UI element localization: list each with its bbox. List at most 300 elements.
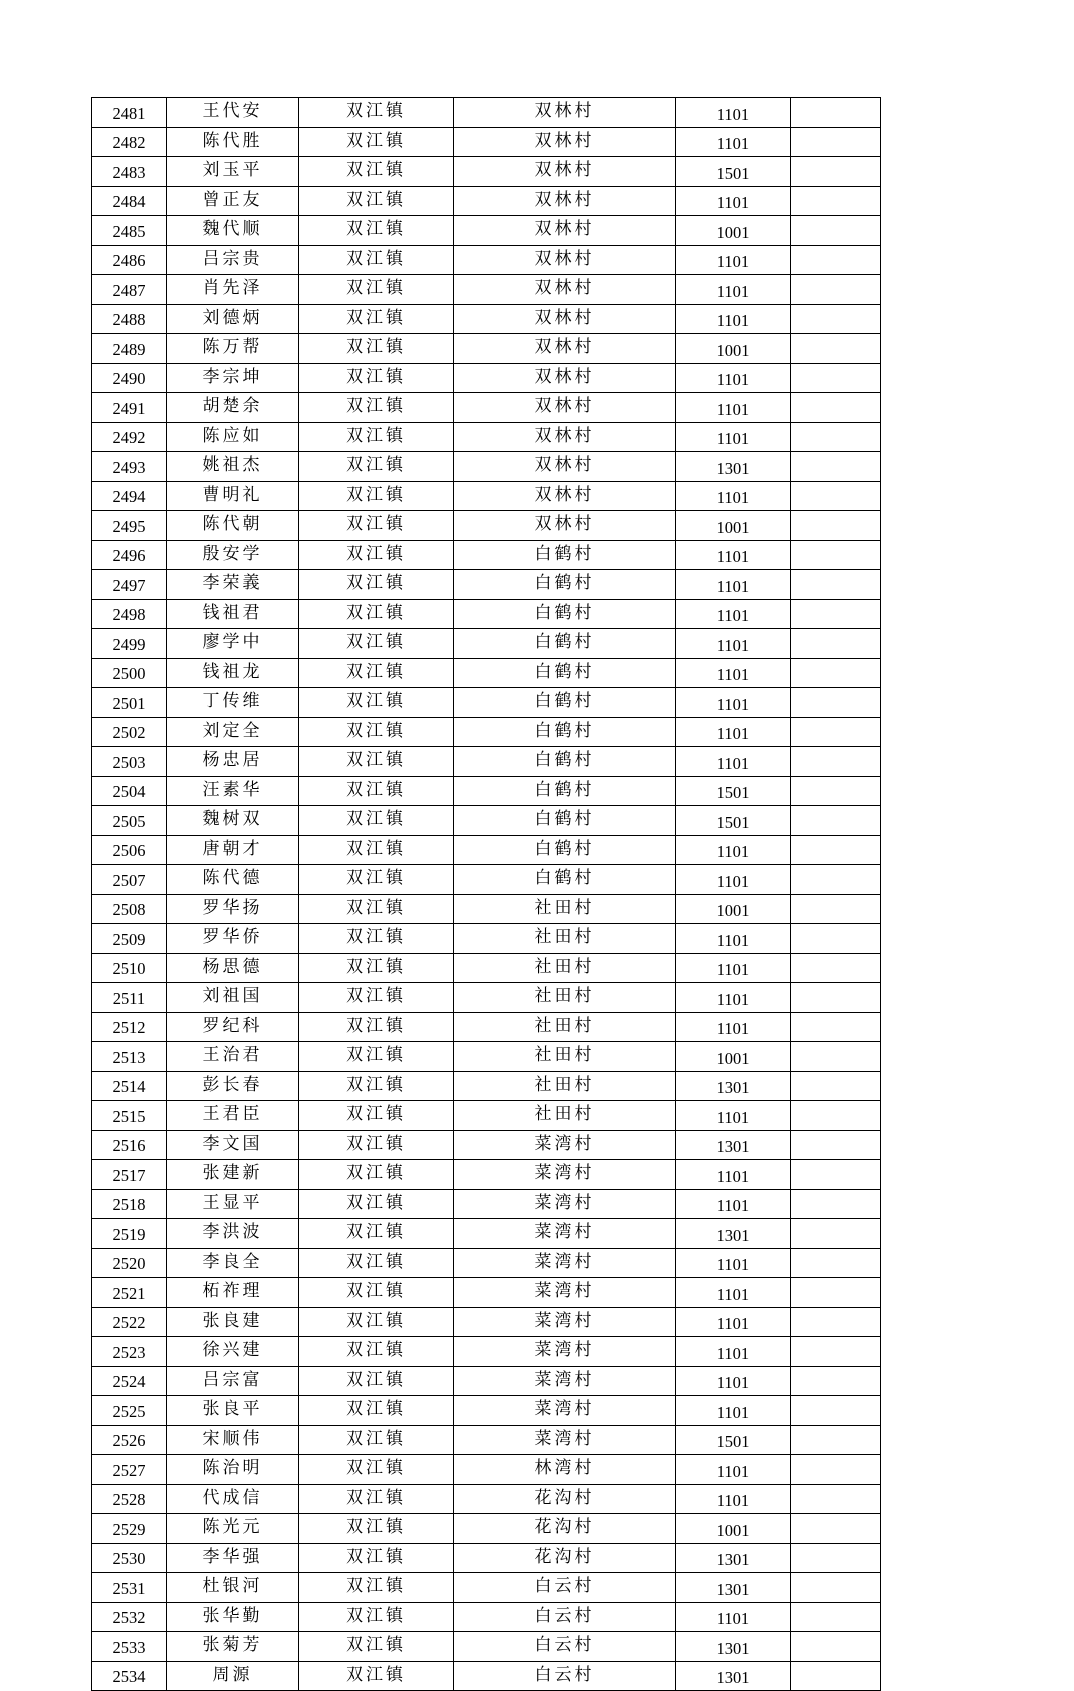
person-name-cell: 刘祖国 <box>167 983 299 1013</box>
table-row <box>92 481 881 511</box>
person-name-cell: 姚祖杰 <box>167 452 299 482</box>
town-cell: 双江镇 <box>299 658 454 688</box>
person-name-cell: 魏代顺 <box>167 216 299 246</box>
person-name-cell: 王显平 <box>167 1189 299 1219</box>
village-cell: 白鹤村 <box>454 599 676 629</box>
remark-cell <box>791 1514 881 1544</box>
village-cell: 菜湾村 <box>454 1396 676 1426</box>
remark-cell <box>791 452 881 482</box>
person-name-cell: 李文国 <box>167 1130 299 1160</box>
village-cell: 双林村 <box>454 245 676 275</box>
serial-number-cell: 2482 <box>92 127 167 157</box>
remark-cell <box>791 983 881 1013</box>
table-row <box>92 275 881 305</box>
serial-number-cell: 2484 <box>92 186 167 216</box>
code-cell: 1101 <box>676 629 791 659</box>
table-row <box>92 835 881 865</box>
town-cell: 双江镇 <box>299 1042 454 1072</box>
serial-number-cell: 2488 <box>92 304 167 334</box>
town-cell: 双江镇 <box>299 1130 454 1160</box>
town-cell: 双江镇 <box>299 186 454 216</box>
code-cell: 1101 <box>676 245 791 275</box>
remark-cell <box>791 1101 881 1131</box>
code-cell: 1101 <box>676 835 791 865</box>
remark-cell <box>791 570 881 600</box>
code-cell: 1101 <box>676 1484 791 1514</box>
serial-number-cell: 2529 <box>92 1514 167 1544</box>
town-cell: 双江镇 <box>299 334 454 364</box>
village-cell: 双林村 <box>454 275 676 305</box>
remark-cell <box>791 806 881 836</box>
serial-number-cell: 2509 <box>92 924 167 954</box>
table-row <box>92 1425 881 1455</box>
table-row <box>92 540 881 570</box>
code-cell: 1101 <box>676 1455 791 1485</box>
person-name-cell: 吕宗富 <box>167 1366 299 1396</box>
remark-cell <box>791 304 881 334</box>
code-cell: 1001 <box>676 511 791 541</box>
code-cell: 1301 <box>676 1071 791 1101</box>
person-name-cell: 周源 <box>167 1661 299 1691</box>
table-row <box>92 216 881 246</box>
remark-cell <box>791 776 881 806</box>
person-name-cell: 李华强 <box>167 1543 299 1573</box>
village-cell: 白鹤村 <box>454 717 676 747</box>
village-cell: 双林村 <box>454 393 676 423</box>
village-cell: 白鹤村 <box>454 776 676 806</box>
person-name-cell: 李荣義 <box>167 570 299 600</box>
village-cell: 花沟村 <box>454 1514 676 1544</box>
person-name-cell: 肖先泽 <box>167 275 299 305</box>
village-cell: 白鹤村 <box>454 865 676 895</box>
town-cell: 双江镇 <box>299 953 454 983</box>
person-name-cell: 徐兴建 <box>167 1337 299 1367</box>
remark-cell <box>791 275 881 305</box>
remark-cell <box>791 1189 881 1219</box>
remark-cell <box>791 1042 881 1072</box>
person-name-cell: 刘德炳 <box>167 304 299 334</box>
town-cell: 双江镇 <box>299 98 454 128</box>
town-cell: 双江镇 <box>299 570 454 600</box>
village-cell: 菜湾村 <box>454 1278 676 1308</box>
serial-number-cell: 2491 <box>92 393 167 423</box>
town-cell: 双江镇 <box>299 806 454 836</box>
table-row <box>92 304 881 334</box>
serial-number-cell: 2502 <box>92 717 167 747</box>
village-cell: 社田村 <box>454 924 676 954</box>
town-cell: 双江镇 <box>299 1219 454 1249</box>
serial-number-cell: 2515 <box>92 1101 167 1131</box>
town-cell: 双江镇 <box>299 157 454 187</box>
person-name-cell: 王君臣 <box>167 1101 299 1131</box>
table-row <box>92 334 881 364</box>
town-cell: 双江镇 <box>299 304 454 334</box>
serial-number-cell: 2493 <box>92 452 167 482</box>
remark-cell <box>791 1071 881 1101</box>
code-cell: 1101 <box>676 717 791 747</box>
serial-number-cell: 2499 <box>92 629 167 659</box>
remark-cell <box>791 1160 881 1190</box>
serial-number-cell: 2513 <box>92 1042 167 1072</box>
table-row <box>92 363 881 393</box>
code-cell: 1001 <box>676 894 791 924</box>
table-row <box>92 1278 881 1308</box>
table-row <box>92 924 881 954</box>
town-cell: 双江镇 <box>299 747 454 777</box>
remark-cell <box>791 422 881 452</box>
serial-number-cell: 2498 <box>92 599 167 629</box>
roster-table <box>91 97 881 1691</box>
remark-cell <box>791 157 881 187</box>
table-row <box>92 953 881 983</box>
code-cell: 1101 <box>676 865 791 895</box>
person-name-cell: 曾正友 <box>167 186 299 216</box>
town-cell: 双江镇 <box>299 983 454 1013</box>
remark-cell <box>791 599 881 629</box>
table-row <box>92 1396 881 1426</box>
table-row <box>92 1632 881 1662</box>
remark-cell <box>791 894 881 924</box>
code-cell: 1301 <box>676 452 791 482</box>
person-name-cell: 吕宗贵 <box>167 245 299 275</box>
code-cell: 1101 <box>676 1396 791 1426</box>
table-row <box>92 658 881 688</box>
village-cell: 社田村 <box>454 1012 676 1042</box>
table-row <box>92 570 881 600</box>
village-cell: 白鹤村 <box>454 540 676 570</box>
town-cell: 双江镇 <box>299 1484 454 1514</box>
serial-number-cell: 2525 <box>92 1396 167 1426</box>
serial-number-cell: 2516 <box>92 1130 167 1160</box>
remark-cell <box>791 1337 881 1367</box>
person-name-cell: 罗华扬 <box>167 894 299 924</box>
code-cell: 1101 <box>676 953 791 983</box>
village-cell: 菜湾村 <box>454 1130 676 1160</box>
person-name-cell: 陈应如 <box>167 422 299 452</box>
remark-cell <box>791 1484 881 1514</box>
remark-cell <box>791 1219 881 1249</box>
person-name-cell: 陈代胜 <box>167 127 299 157</box>
person-name-cell: 殷安学 <box>167 540 299 570</box>
village-cell: 菜湾村 <box>454 1160 676 1190</box>
person-name-cell: 张良平 <box>167 1396 299 1426</box>
town-cell: 双江镇 <box>299 1366 454 1396</box>
village-cell: 白鹤村 <box>454 835 676 865</box>
village-cell: 菜湾村 <box>454 1337 676 1367</box>
person-name-cell: 刘玉平 <box>167 157 299 187</box>
person-name-cell: 王代安 <box>167 98 299 128</box>
table-row <box>92 1012 881 1042</box>
code-cell: 1101 <box>676 393 791 423</box>
remark-cell <box>791 540 881 570</box>
person-name-cell: 丁传维 <box>167 688 299 718</box>
town-cell: 双江镇 <box>299 1189 454 1219</box>
village-cell: 白云村 <box>454 1661 676 1691</box>
serial-number-cell: 2503 <box>92 747 167 777</box>
person-name-cell: 汪素华 <box>167 776 299 806</box>
town-cell: 双江镇 <box>299 1307 454 1337</box>
person-name-cell: 李良全 <box>167 1248 299 1278</box>
village-cell: 社田村 <box>454 953 676 983</box>
remark-cell <box>791 629 881 659</box>
town-cell: 双江镇 <box>299 127 454 157</box>
serial-number-cell: 2501 <box>92 688 167 718</box>
person-name-cell: 张菊芳 <box>167 1632 299 1662</box>
town-cell: 双江镇 <box>299 629 454 659</box>
code-cell: 1101 <box>676 422 791 452</box>
town-cell: 双江镇 <box>299 481 454 511</box>
person-name-cell: 宋顺伟 <box>167 1425 299 1455</box>
person-name-cell: 曹明礼 <box>167 481 299 511</box>
remark-cell <box>791 953 881 983</box>
code-cell: 1101 <box>676 1307 791 1337</box>
remark-cell <box>791 1543 881 1573</box>
village-cell: 社田村 <box>454 983 676 1013</box>
serial-number-cell: 2492 <box>92 422 167 452</box>
serial-number-cell: 2490 <box>92 363 167 393</box>
village-cell: 社田村 <box>454 1071 676 1101</box>
village-cell: 社田村 <box>454 894 676 924</box>
person-name-cell: 杨思德 <box>167 953 299 983</box>
person-name-cell: 罗纪科 <box>167 1012 299 1042</box>
person-name-cell: 代成信 <box>167 1484 299 1514</box>
code-cell: 1101 <box>676 688 791 718</box>
village-cell: 林湾村 <box>454 1455 676 1485</box>
table-row <box>92 717 881 747</box>
village-cell: 白鹤村 <box>454 747 676 777</box>
village-cell: 双林村 <box>454 422 676 452</box>
remark-cell <box>791 1455 881 1485</box>
remark-cell <box>791 1278 881 1308</box>
person-name-cell: 钱祖君 <box>167 599 299 629</box>
remark-cell <box>791 1396 881 1426</box>
code-cell: 1101 <box>676 658 791 688</box>
person-name-cell: 唐朝才 <box>167 835 299 865</box>
village-cell: 双林村 <box>454 363 676 393</box>
village-cell: 白鹤村 <box>454 658 676 688</box>
serial-number-cell: 2504 <box>92 776 167 806</box>
town-cell: 双江镇 <box>299 1425 454 1455</box>
town-cell: 双江镇 <box>299 1248 454 1278</box>
village-cell: 白鹤村 <box>454 806 676 836</box>
remark-cell <box>791 1366 881 1396</box>
village-cell: 双林村 <box>454 98 676 128</box>
person-name-cell: 彭长春 <box>167 1071 299 1101</box>
town-cell: 双江镇 <box>299 1396 454 1426</box>
remark-cell <box>791 363 881 393</box>
village-cell: 菜湾村 <box>454 1366 676 1396</box>
remark-cell <box>791 1602 881 1632</box>
table-row <box>92 1160 881 1190</box>
table-row <box>92 894 881 924</box>
table-row <box>92 1248 881 1278</box>
person-name-cell: 杜银河 <box>167 1573 299 1603</box>
person-name-cell: 刘定全 <box>167 717 299 747</box>
code-cell: 1001 <box>676 1042 791 1072</box>
town-cell: 双江镇 <box>299 393 454 423</box>
table-row <box>92 393 881 423</box>
village-cell: 双林村 <box>454 452 676 482</box>
village-cell: 白云村 <box>454 1602 676 1632</box>
code-cell: 1101 <box>676 983 791 1013</box>
town-cell: 双江镇 <box>299 363 454 393</box>
code-cell: 1301 <box>676 1219 791 1249</box>
code-cell: 1101 <box>676 127 791 157</box>
serial-number-cell: 2528 <box>92 1484 167 1514</box>
serial-number-cell: 2508 <box>92 894 167 924</box>
code-cell: 1101 <box>676 1248 791 1278</box>
person-name-cell: 陈代德 <box>167 865 299 895</box>
village-cell: 菜湾村 <box>454 1425 676 1455</box>
person-name-cell: 胡楚余 <box>167 393 299 423</box>
village-cell: 双林村 <box>454 304 676 334</box>
serial-number-cell: 2518 <box>92 1189 167 1219</box>
table-row <box>92 629 881 659</box>
remark-cell <box>791 216 881 246</box>
remark-cell <box>791 511 881 541</box>
code-cell: 1101 <box>676 1337 791 1367</box>
table-row <box>92 1071 881 1101</box>
table-row <box>92 1573 881 1603</box>
town-cell: 双江镇 <box>299 776 454 806</box>
town-cell: 双江镇 <box>299 1160 454 1190</box>
table-row <box>92 452 881 482</box>
serial-number-cell: 2524 <box>92 1366 167 1396</box>
village-cell: 菜湾村 <box>454 1307 676 1337</box>
code-cell: 1101 <box>676 275 791 305</box>
person-name-cell: 李洪波 <box>167 1219 299 1249</box>
remark-cell <box>791 717 881 747</box>
table-row <box>92 1366 881 1396</box>
remark-cell <box>791 1425 881 1455</box>
code-cell: 1501 <box>676 1425 791 1455</box>
serial-number-cell: 2507 <box>92 865 167 895</box>
serial-number-cell: 2481 <box>92 98 167 128</box>
serial-number-cell: 2506 <box>92 835 167 865</box>
person-name-cell: 杨忠居 <box>167 747 299 777</box>
serial-number-cell: 2495 <box>92 511 167 541</box>
remark-cell <box>791 127 881 157</box>
roster-body <box>92 98 881 1691</box>
serial-number-cell: 2485 <box>92 216 167 246</box>
village-cell: 白云村 <box>454 1573 676 1603</box>
town-cell: 双江镇 <box>299 717 454 747</box>
town-cell: 双江镇 <box>299 1071 454 1101</box>
table-row <box>92 599 881 629</box>
table-row <box>92 1189 881 1219</box>
table-row <box>92 1514 881 1544</box>
town-cell: 双江镇 <box>299 688 454 718</box>
person-name-cell: 李宗坤 <box>167 363 299 393</box>
serial-number-cell: 2512 <box>92 1012 167 1042</box>
code-cell: 1101 <box>676 304 791 334</box>
code-cell: 1501 <box>676 806 791 836</box>
town-cell: 双江镇 <box>299 245 454 275</box>
serial-number-cell: 2511 <box>92 983 167 1013</box>
code-cell: 1101 <box>676 570 791 600</box>
person-name-cell: 陈代朝 <box>167 511 299 541</box>
town-cell: 双江镇 <box>299 1012 454 1042</box>
serial-number-cell: 2487 <box>92 275 167 305</box>
village-cell: 白鹤村 <box>454 629 676 659</box>
code-cell: 1101 <box>676 540 791 570</box>
table-row <box>92 1219 881 1249</box>
serial-number-cell: 2489 <box>92 334 167 364</box>
village-cell: 双林村 <box>454 481 676 511</box>
village-cell: 双林村 <box>454 216 676 246</box>
table-row <box>92 186 881 216</box>
remark-cell <box>791 334 881 364</box>
code-cell: 1101 <box>676 363 791 393</box>
serial-number-cell: 2514 <box>92 1071 167 1101</box>
code-cell: 1001 <box>676 216 791 246</box>
town-cell: 双江镇 <box>299 924 454 954</box>
table-row <box>92 983 881 1013</box>
town-cell: 双江镇 <box>299 275 454 305</box>
town-cell: 双江镇 <box>299 1455 454 1485</box>
code-cell: 1101 <box>676 747 791 777</box>
town-cell: 双江镇 <box>299 511 454 541</box>
code-cell: 1101 <box>676 1189 791 1219</box>
code-cell: 1101 <box>676 1602 791 1632</box>
village-cell: 花沟村 <box>454 1543 676 1573</box>
remark-cell <box>791 747 881 777</box>
table-row <box>92 1101 881 1131</box>
table-row <box>92 806 881 836</box>
serial-number-cell: 2523 <box>92 1337 167 1367</box>
table-row <box>92 1543 881 1573</box>
serial-number-cell: 2505 <box>92 806 167 836</box>
village-cell: 菜湾村 <box>454 1189 676 1219</box>
village-cell: 白云村 <box>454 1632 676 1662</box>
person-name-cell: 柘祚理 <box>167 1278 299 1308</box>
table-row <box>92 1307 881 1337</box>
village-cell: 双林村 <box>454 127 676 157</box>
table-row <box>92 157 881 187</box>
person-name-cell: 张华勤 <box>167 1602 299 1632</box>
code-cell: 1101 <box>676 1101 791 1131</box>
remark-cell <box>791 1307 881 1337</box>
remark-cell <box>791 1130 881 1160</box>
person-name-cell: 王治君 <box>167 1042 299 1072</box>
remark-cell <box>791 835 881 865</box>
town-cell: 双江镇 <box>299 422 454 452</box>
table-row <box>92 776 881 806</box>
code-cell: 1001 <box>676 334 791 364</box>
town-cell: 双江镇 <box>299 1632 454 1662</box>
village-cell: 菜湾村 <box>454 1219 676 1249</box>
table-row <box>92 1042 881 1072</box>
serial-number-cell: 2526 <box>92 1425 167 1455</box>
remark-cell <box>791 865 881 895</box>
serial-number-cell: 2533 <box>92 1632 167 1662</box>
code-cell: 1301 <box>676 1661 791 1691</box>
remark-cell <box>791 924 881 954</box>
code-cell: 1301 <box>676 1543 791 1573</box>
code-cell: 1501 <box>676 776 791 806</box>
remark-cell <box>791 393 881 423</box>
code-cell: 1101 <box>676 481 791 511</box>
person-name-cell: 陈光元 <box>167 1514 299 1544</box>
town-cell: 双江镇 <box>299 894 454 924</box>
town-cell: 双江镇 <box>299 540 454 570</box>
village-cell: 双林村 <box>454 511 676 541</box>
serial-number-cell: 2494 <box>92 481 167 511</box>
remark-cell <box>791 98 881 128</box>
code-cell: 1101 <box>676 924 791 954</box>
person-name-cell: 廖学中 <box>167 629 299 659</box>
remark-cell <box>791 245 881 275</box>
